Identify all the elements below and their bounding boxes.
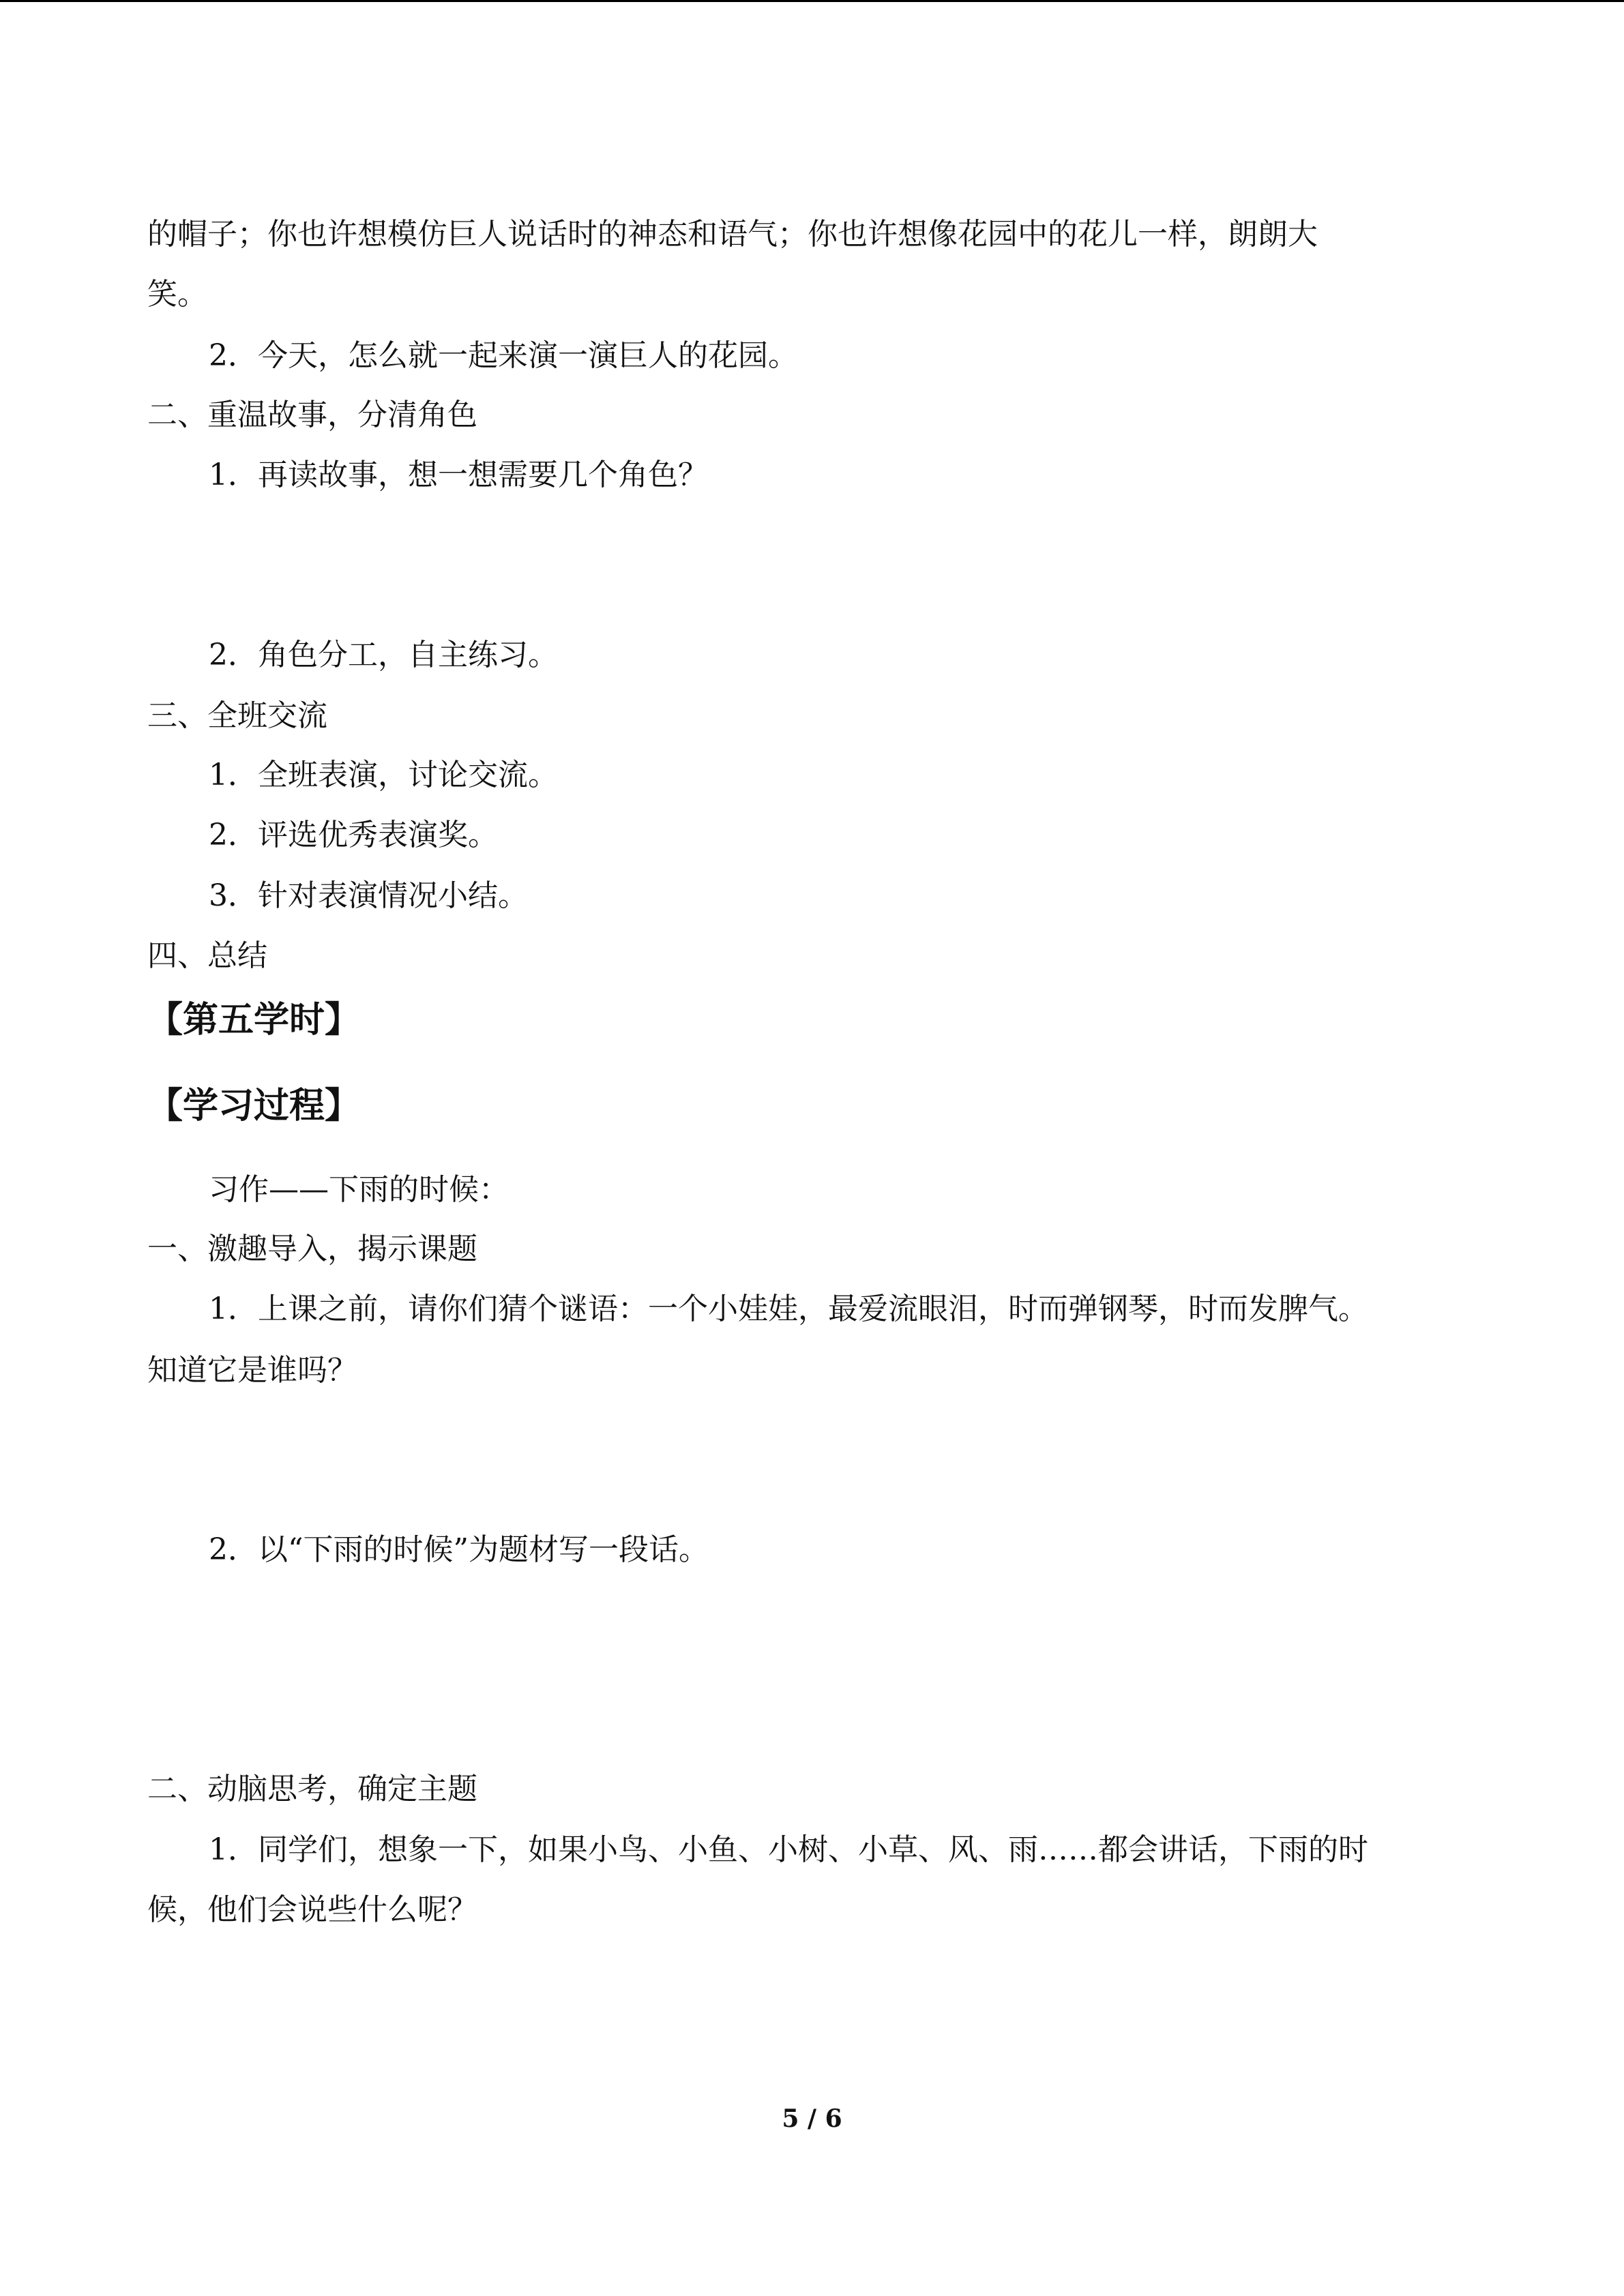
list-item: 3．针对表演情况小结。 [209,878,528,913]
paragraph-line: 知道它是谁吗？ [147,1353,357,1388]
section-heading: 四、总结 [147,938,267,973]
list-item: 1．再读故事，想一想需要几个角色？ [209,458,708,492]
section-heading: 二、动脑思考，确定主题 [147,1772,477,1806]
list-item: 2．评选优秀表演奖。 [209,818,498,852]
paragraph-line: 的帽子；你也许想模仿巨人说话时的神态和语气；你也许想像花园中的花儿一样，朗朗大 [147,217,1318,252]
paragraph-line: 候，他们会说些什么呢？ [147,1892,477,1927]
page-top-border [0,0,1624,2]
page-number: 5 / 6 [782,2104,842,2133]
list-item: 2．以“下雨的时候”为题材写一段话。 [209,1532,709,1567]
list-item: 2．角色分工，自主练习。 [209,638,558,672]
section-heading: 一、激趣导入，揭示课题 [147,1232,477,1266]
section-heading: 三、全班交流 [147,698,327,733]
lesson-heading: 【学习过程】 [147,1086,361,1127]
list-item: 2．今天，怎么就一起来演一演巨人的花园。 [209,338,798,373]
section-heading: 二、重温故事，分清角色 [147,398,477,432]
list-item: 1．同学们，想象一下，如果小鸟、小鱼、小树、小草、风、雨……都会讲话，下雨的时 [209,1832,1368,1867]
list-item: 1．上课之前，请你们猜个谜语：一个小娃娃，最爱流眼泪，时而弹钢琴，时而发脾气。 [209,1292,1368,1326]
paragraph-line: 习作——下雨的时候： [209,1172,509,1207]
list-item: 1．全班表演，讨论交流。 [209,758,558,792]
lesson-heading: 【第五学时】 [147,1000,361,1041]
paragraph-line: 笑。 [147,277,207,312]
